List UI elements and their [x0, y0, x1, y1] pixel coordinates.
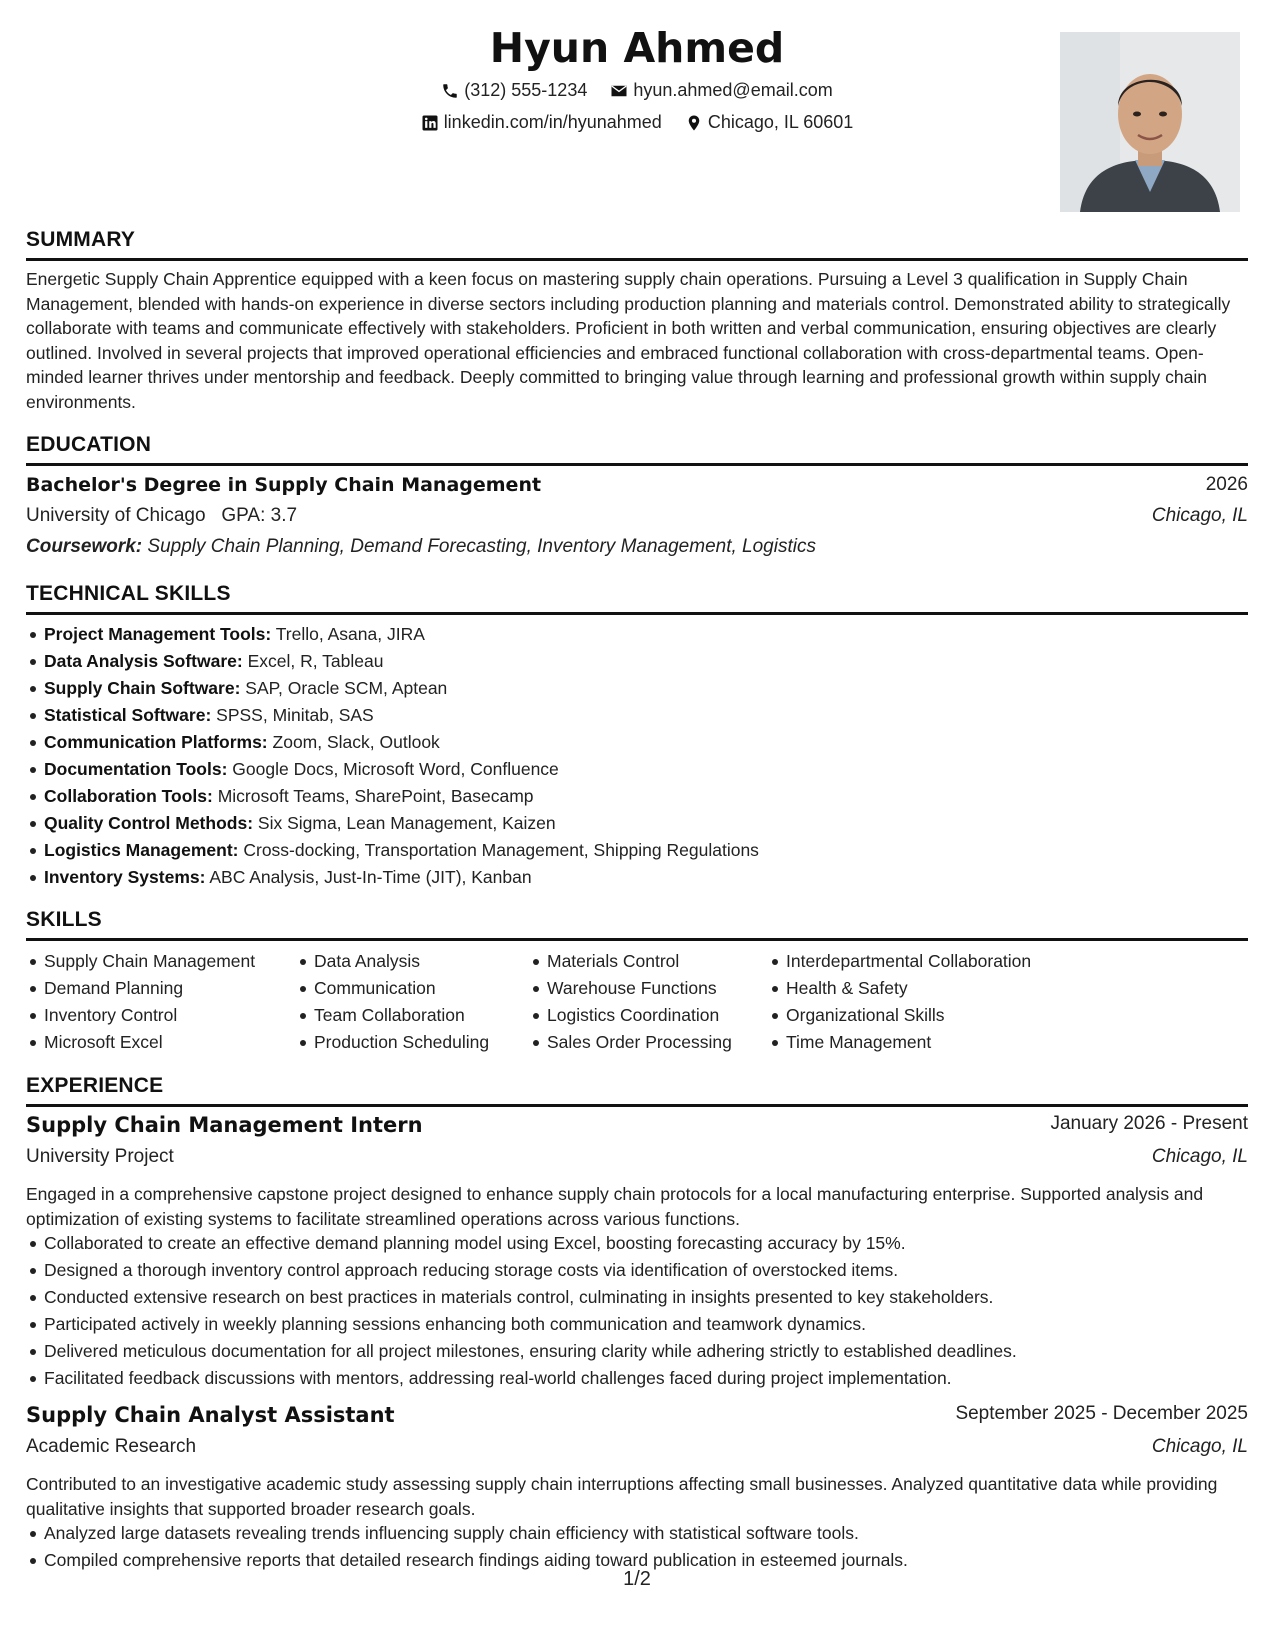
skills-column-4: [786, 948, 1031, 1056]
email-text: hyun.ahmed@email.com: [633, 80, 833, 100]
skills-column-1: [44, 948, 255, 1056]
job-organization: Academic Research: [26, 1436, 197, 1457]
summary-heading: SUMMARY: [26, 228, 136, 251]
degree-title: Bachelor's Degree in Supply Chain Management: [26, 474, 542, 496]
summary-divider: [26, 258, 1248, 261]
skills-column-2: [314, 948, 489, 1056]
location-text: Chicago, IL 60601: [707, 112, 854, 132]
list-item: Documentation Tools: Google Docs, Microsoft Word, Confluence: [44, 756, 759, 783]
envelope-icon: [610, 82, 628, 100]
skills-divider: [26, 938, 1248, 941]
phone-icon: [441, 82, 459, 100]
list-item: Materials Control: [547, 948, 732, 975]
education-heading: EDUCATION: [26, 433, 152, 456]
email-contact[interactable]: [610, 80, 832, 101]
job-1-title-row: [26, 1113, 1248, 1141]
technical-skills-list: [44, 621, 759, 891]
phone-contact: [441, 80, 587, 101]
candidate-name: Hyun Ahmed: [489, 24, 785, 72]
coursework-line: [26, 536, 816, 558]
list-item: Inventory Control: [44, 1002, 255, 1029]
linkedin-icon: [421, 114, 439, 132]
list-item: Microsoft Excel: [44, 1029, 255, 1056]
list-item: Compiled comprehensive reports that detailed research findings aiding toward publication in esteemed journals.: [44, 1547, 908, 1574]
list-item: Collaboration Tools: Microsoft Teams, SharePoint, Basecamp: [44, 783, 759, 810]
job-title: Supply Chain Analyst Assistant: [26, 1403, 395, 1427]
location-contact: [685, 112, 853, 133]
list-item: Interdepartmental Collaboration: [786, 948, 1031, 975]
resume-page: [26, 0, 1248, 1650]
education-degree-row: [26, 474, 1248, 502]
gpa: GPA: 3.7: [221, 505, 298, 526]
education-divider: [26, 463, 1248, 466]
job-dates: September 2025 - December 2025: [955, 1403, 1248, 1424]
skills-grid: [26, 948, 1248, 1058]
linkedin-text: linkedin.com/in/hyunahmed: [443, 112, 662, 132]
list-item: Data Analysis: [314, 948, 489, 975]
experience-heading: EXPERIENCE: [26, 1074, 164, 1097]
list-item: Facilitated feedback discussions with mentors, addressing real-world challenges faced during project implementation.: [44, 1365, 1017, 1392]
school-name: University of Chicago: [26, 505, 206, 526]
list-item: Supply Chain Management: [44, 948, 255, 975]
job-location: Chicago, IL: [1151, 1146, 1248, 1167]
summary-text: Energetic Supply Chain Apprentice equipped with a keen focus on mastering supply chain operations. Pursuing a Level 3 qualification in Supply Chain Management, blended with hands-on experience in diverse sectors including production planning and materials control. Demonstrated ability to strategically collaborate with teams and communicate effectively with stakeholders. Proficient in both written and verbal communication, ensuring objectives are clearly outlined. Involved in several projects that improved operational efficiencies and embraced functional collaboration with cross-departmental teams. Open-minded learner thrives under mentorship and feedback. Deeply committed to bringing value through learning and professional growth within supply chain environments.: [26, 269, 1231, 412]
skills-column-3: [547, 948, 732, 1056]
list-item: Project Management Tools: Trello, Asana, JIRA: [44, 621, 759, 648]
school-location: Chicago, IL: [1151, 505, 1248, 526]
list-item: Sales Order Processing: [547, 1029, 732, 1056]
skills-heading: SKILLS: [26, 908, 102, 931]
profile-photo: [1060, 32, 1240, 212]
education-school-row: [26, 505, 1248, 533]
job-2-org-row: [26, 1436, 1248, 1464]
technical-skills-heading: TECHNICAL SKILLS: [26, 582, 231, 605]
list-item: Team Collaboration: [314, 1002, 489, 1029]
list-item: Statistical Software: SPSS, Minitab, SAS: [44, 702, 759, 729]
list-item: Quality Control Methods: Six Sigma, Lean Management, Kaizen: [44, 810, 759, 837]
list-item: Production Scheduling: [314, 1029, 489, 1056]
list-item: Logistics Management: Cross-docking, Transportation Management, Shipping Regulations: [44, 837, 759, 864]
phone-text: (312) 555-1234: [464, 80, 588, 100]
list-item: Organizational Skills: [786, 1002, 1031, 1029]
list-item: Health & Safety: [786, 975, 1031, 1002]
job-1-org-row: [26, 1146, 1248, 1174]
list-item: Logistics Coordination: [547, 1002, 732, 1029]
list-item: Time Management: [786, 1029, 1031, 1056]
list-item: Data Analysis Software: Excel, R, Tableau: [44, 648, 759, 675]
experience-divider: [26, 1104, 1248, 1107]
list-item: Supply Chain Software: SAP, Oracle SCM, Aptean: [44, 675, 759, 702]
list-item: Analyzed large datasets revealing trends influencing supply chain efficiency with statistical software tools.: [44, 1520, 908, 1547]
job-1-bullets: [44, 1230, 1017, 1392]
job-organization: University Project: [26, 1146, 174, 1167]
list-item: Designed a thorough inventory control approach reducing storage costs via identification of overstocked items.: [44, 1257, 1017, 1284]
list-item: Communication Platforms: Zoom, Slack, Outlook: [44, 729, 759, 756]
job-description: Engaged in a comprehensive capstone project designed to enhance supply chain protocols for a local manufacturing enterprise. Supported analysis and optimization of existing systems to facilitate streamlined operations across various functions.: [26, 1184, 1204, 1229]
list-item: Inventory Systems: ABC Analysis, Just-In-Time (JIT), Kanban: [44, 864, 759, 891]
coursework-row: [26, 536, 1248, 564]
list-item: Warehouse Functions: [547, 975, 732, 1002]
list-item: Demand Planning: [44, 975, 255, 1002]
job-dates: January 2026 - Present: [1050, 1113, 1248, 1134]
job-2-bullets: [44, 1520, 908, 1574]
list-item: Conducted extensive research on best practices in materials control, culminating in insights presented to key stakeholders.: [44, 1284, 1017, 1311]
page-number: 1/2: [623, 1568, 651, 1590]
degree-year: 2026: [1205, 474, 1248, 495]
map-pin-icon: [685, 114, 703, 132]
school-line: [26, 505, 297, 527]
technical-skills-divider: [26, 612, 1248, 615]
list-item: Collaborated to create an effective demand planning model using Excel, boosting forecasting accuracy by 15%.: [44, 1230, 1017, 1257]
list-item: Delivered meticulous documentation for all project milestones, ensuring clarity while adhering strictly to established deadlines.: [44, 1338, 1017, 1365]
job-location: Chicago, IL: [1151, 1436, 1248, 1457]
linkedin-contact[interactable]: [421, 112, 662, 133]
list-item: Communication: [314, 975, 489, 1002]
job-2-title-row: [26, 1403, 1248, 1431]
job-title: Supply Chain Management Intern: [26, 1113, 423, 1137]
coursework-text: Supply Chain Planning, Demand Forecasting, Inventory Management, Logistics: [147, 536, 816, 557]
list-item: Participated actively in weekly planning sessions enhancing both communication and teamwork dynamics.: [44, 1311, 1017, 1338]
coursework-label: Coursework:: [26, 536, 143, 557]
job-description: Contributed to an investigative academic study assessing supply chain interruptions affecting small businesses. Analyzed quantitative data while providing qualitative insights that supported broader research goals.: [26, 1474, 1218, 1519]
